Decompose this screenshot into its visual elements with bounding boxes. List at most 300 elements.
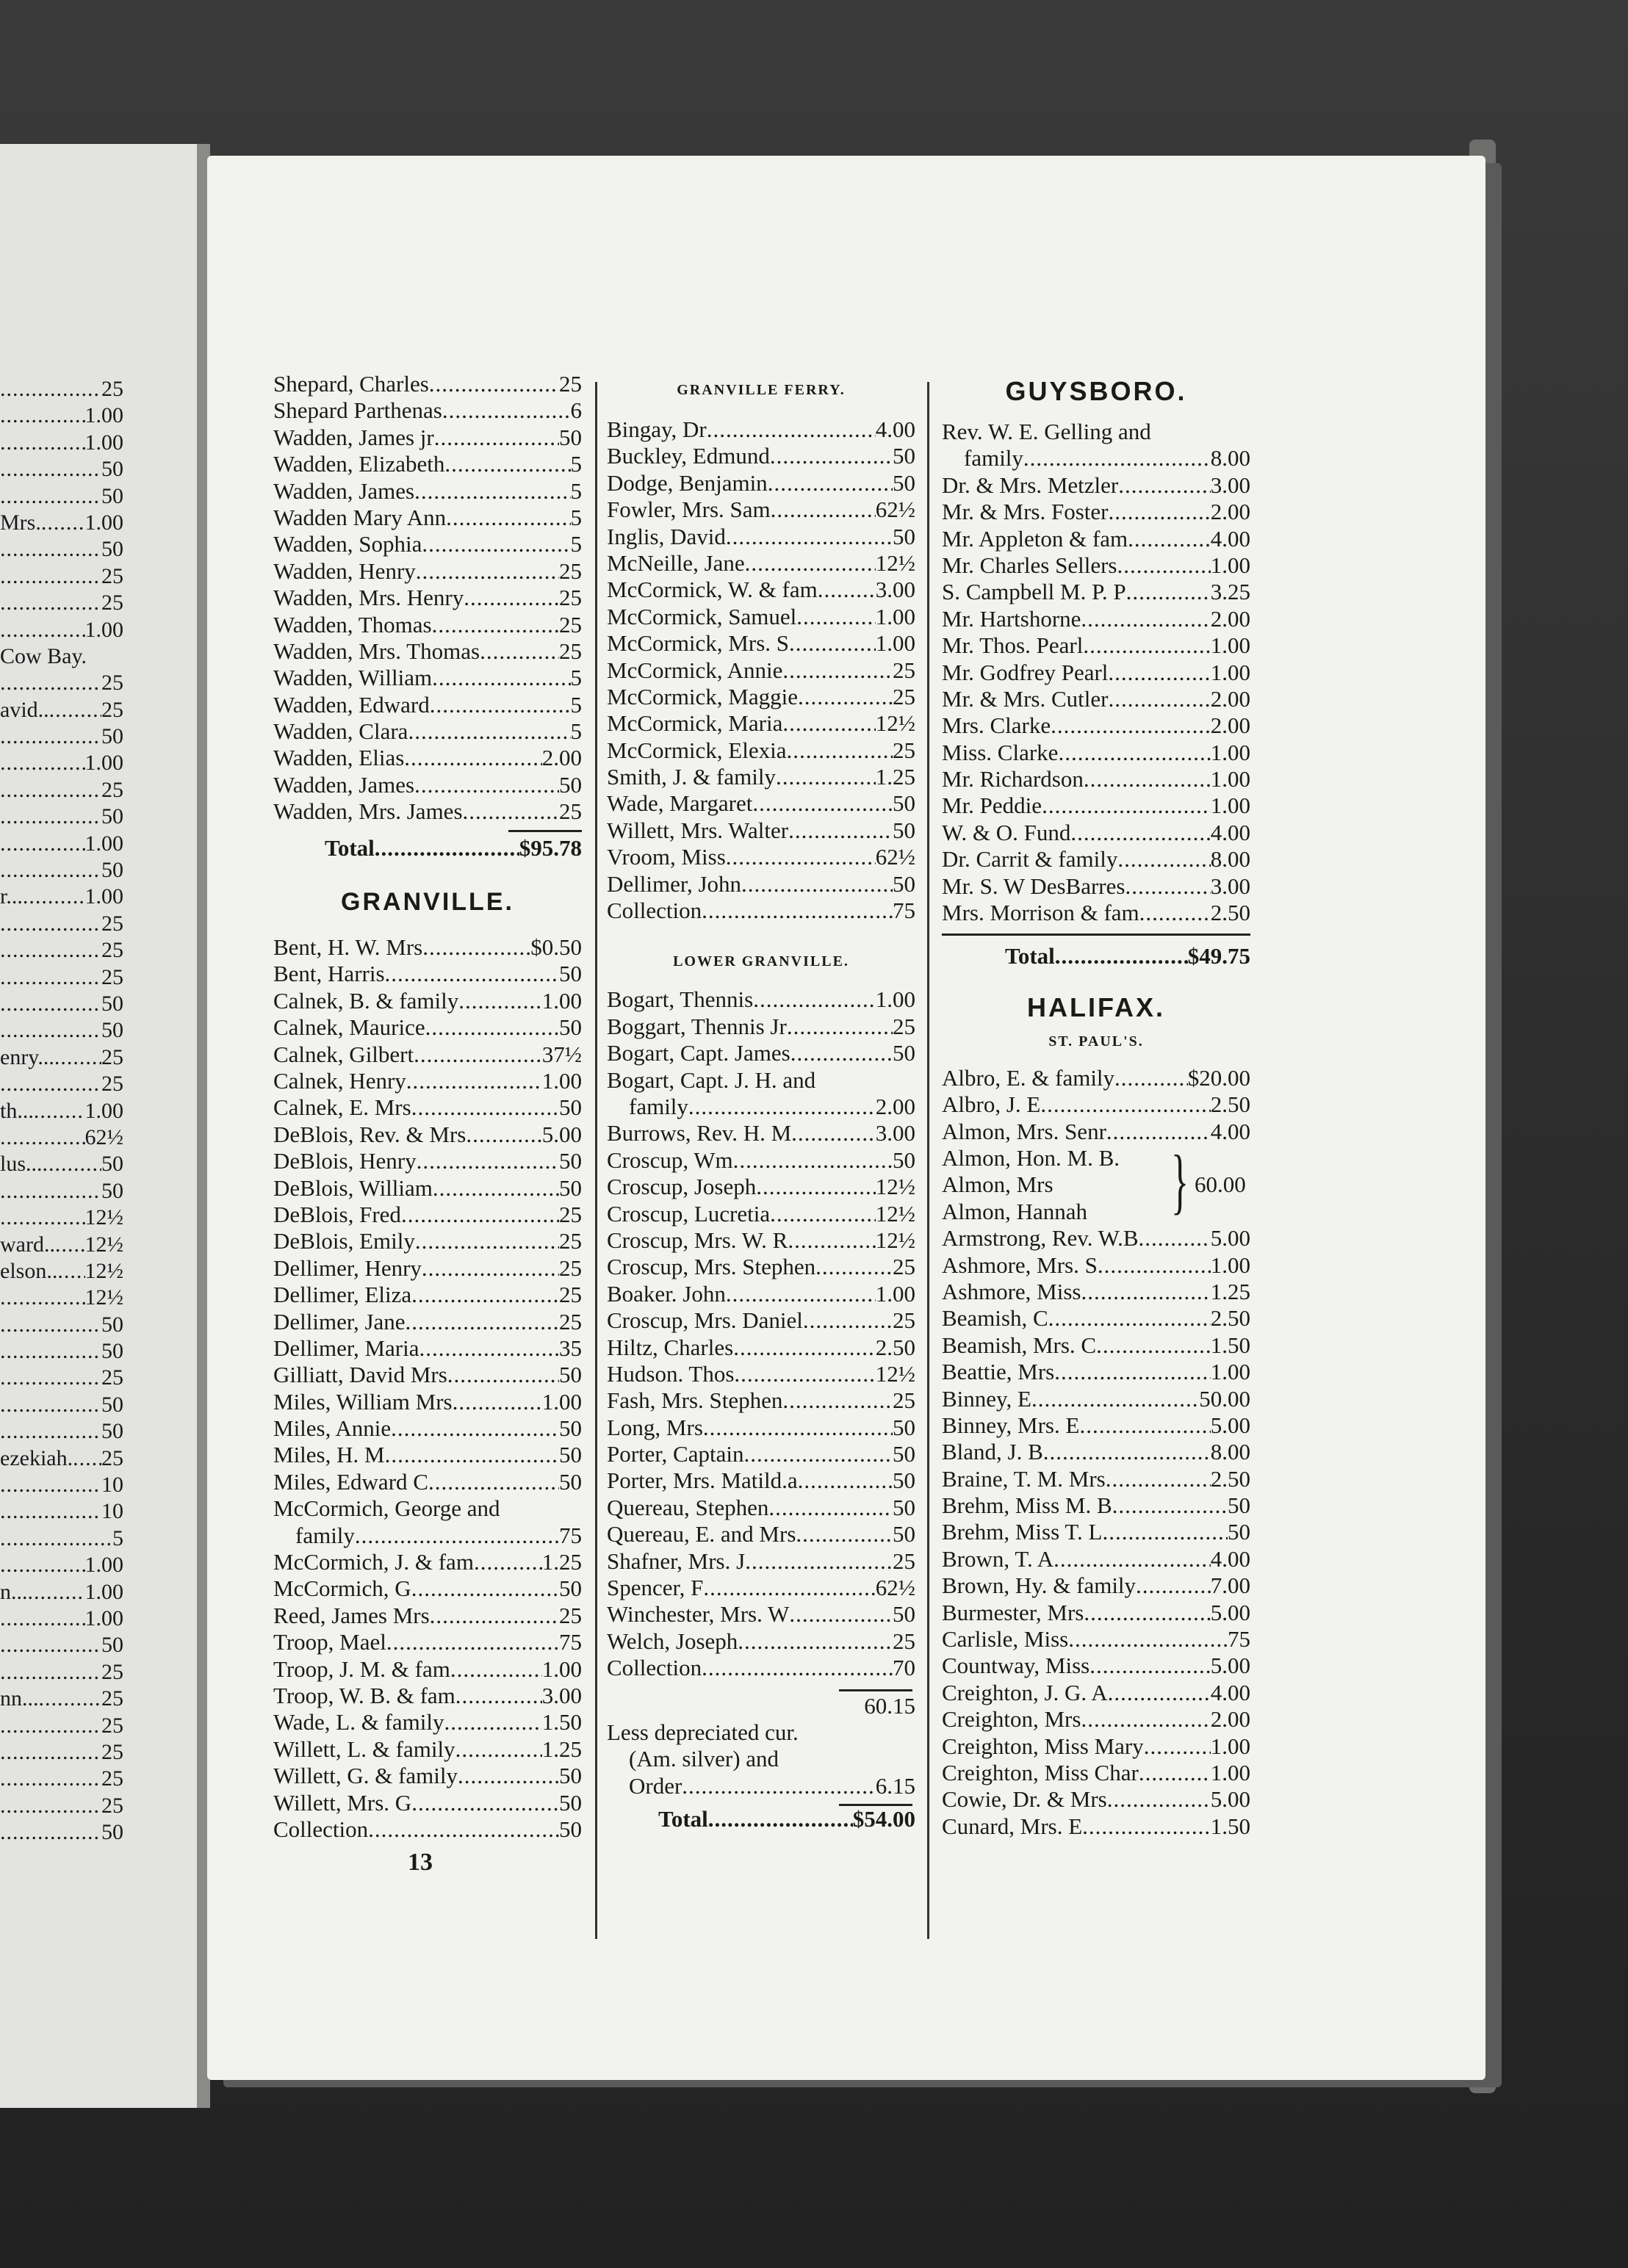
list-item (942, 445, 1250, 472)
entry-name: Wadden, James jr (273, 424, 434, 450)
list-item (607, 790, 915, 817)
entry-name: Ashmore, Miss (942, 1278, 1081, 1304)
entry-amount: 4.00 (875, 416, 915, 442)
entry-amount: 2.00 (541, 745, 582, 771)
entry-name: Dr. & Mrs. Metzler (942, 472, 1119, 498)
list-item (273, 1335, 582, 1362)
list-item (942, 606, 1250, 632)
entry-amount: 1.00 (875, 1280, 915, 1307)
entry-amount: 50 (1228, 1492, 1250, 1519)
list-item (942, 1546, 1250, 1572)
list-item: ..... 25 (0, 1793, 123, 1819)
entry-amount: 1.00 (541, 1388, 582, 1415)
list-item (942, 820, 1250, 846)
entry-name: Creighton, Miss Char (942, 1759, 1139, 1785)
entry-amount: 50 (893, 1521, 915, 1547)
entry-name: Binney, Mrs. E (942, 1412, 1080, 1438)
list-item (607, 1601, 915, 1628)
entry-name: Bingay, Dr (607, 416, 707, 442)
list-item: ..... 25 (0, 1659, 123, 1686)
list-item (273, 1309, 582, 1335)
entry-amount: 5.00 (1210, 1599, 1250, 1625)
list-item: ..... 25 (0, 1739, 123, 1766)
entry-name: Mrs. Morrison & fam (942, 900, 1139, 926)
entry-amount: 25 (559, 1254, 582, 1281)
entry-name: Croscup, Lucretia (607, 1200, 771, 1227)
list-item: ..... 50 (0, 1819, 123, 1846)
entry-amount: 50 (893, 1146, 915, 1173)
entry-amount: 5.00 (1210, 1786, 1250, 1813)
list-item (607, 710, 915, 737)
list-item (273, 1415, 582, 1442)
list-item (273, 1656, 582, 1683)
entry-name: Miles, H. M (273, 1442, 385, 1468)
entry-name: Dellimer, Henry (273, 1254, 422, 1281)
entry-amount: 2.50 (875, 1334, 915, 1360)
entry-amount: 50 (893, 1040, 915, 1066)
list-item: ..... 25 (0, 376, 123, 402)
list-item (942, 1680, 1250, 1706)
entry-name: Mr. S. W DesBarres (942, 873, 1125, 899)
entry-name: Inglis, David (607, 523, 726, 549)
list-item (607, 1174, 915, 1200)
list-item (607, 1254, 915, 1280)
list-item: ..... 1.00 (0, 750, 123, 776)
entry-amount: 2.50 (1210, 1305, 1250, 1332)
entry-amount: 12½ (875, 549, 915, 576)
entry-name: Croscup, Mrs. Stephen (607, 1254, 816, 1280)
entry-name: Calnek, E. Mrs (273, 1094, 411, 1121)
list-item (273, 692, 582, 718)
list-item: ..... 25 (0, 1365, 123, 1391)
section-title-halifax: HALIFAX. (1026, 992, 1165, 1022)
entry-name: Beamish, C (942, 1305, 1048, 1332)
entry-name: Wadden, Clara (273, 718, 408, 745)
list-item (273, 1389, 582, 1415)
list-item (607, 1014, 915, 1040)
entry-amount: 5 (570, 504, 582, 530)
entry-amount: 1.50 (1210, 1332, 1250, 1358)
entry-amount: 25 (559, 798, 582, 825)
list-item (942, 1813, 1250, 1840)
list-item (942, 1091, 1250, 1118)
list-item (607, 986, 915, 1013)
entry-amount: 37½ (541, 1041, 582, 1067)
list-item (273, 1362, 582, 1388)
entry-amount: 25 (893, 657, 915, 683)
entry-name: McCormick, Maggie (607, 683, 799, 709)
list-item (942, 1760, 1250, 1786)
entry-amount: 1.00 (875, 630, 915, 657)
list-item (942, 526, 1250, 552)
list-item (273, 1202, 582, 1228)
entry-name: Albro, E. & family (942, 1064, 1115, 1091)
entry-amount: 1.00 (541, 987, 582, 1014)
entry-name: Willett, Mrs. Walter (607, 817, 789, 843)
entry-name: DeBlois, Fred (273, 1201, 401, 1227)
entry-name: Beattie, Mrs (942, 1359, 1055, 1385)
list-item: ..... 50 (0, 723, 123, 750)
entry-name: Almon, Mrs. Senr (942, 1118, 1106, 1144)
entry-name: Quereau, E. and Mrs (607, 1521, 796, 1547)
column-2 (607, 382, 915, 1833)
list-item (942, 900, 1250, 926)
entry-name: Brown, T. A (942, 1545, 1054, 1572)
list-item (942, 1065, 1250, 1091)
list-item (607, 1495, 915, 1521)
entry-amount: 1.00 (1210, 1733, 1250, 1759)
list-item: ..... 1.00 (0, 1552, 123, 1578)
list-item (607, 1361, 915, 1387)
list-item (273, 1790, 582, 1816)
list-item (942, 1359, 1250, 1385)
list-item: ..... 50 (0, 1312, 123, 1338)
list-item (607, 1201, 915, 1227)
list-item: lus... ..... 50 (0, 1151, 123, 1177)
entry-name: Wadden, William (273, 665, 433, 691)
entry-name: McCormich, J. & fam (273, 1549, 474, 1575)
entry-name: Dellimer, John (607, 870, 742, 897)
list-item (273, 531, 582, 557)
entry-amount: 1.00 (875, 986, 915, 1013)
list-item (942, 1199, 1250, 1225)
list-item (273, 745, 582, 771)
list-item (607, 1387, 915, 1414)
list-item (942, 1412, 1250, 1439)
list-item (273, 718, 582, 745)
entry-amount: 3.25 (1210, 579, 1250, 605)
list-item: Mrs. ..... 1.00 (0, 510, 123, 536)
list-item (942, 1519, 1250, 1545)
entry-name: Almon, Hon. M. B. (942, 1144, 1120, 1171)
entry-name: Mr. Thos. Pearl (942, 632, 1084, 659)
list-item: ..... 50 (0, 1392, 123, 1418)
order-label: Order (629, 1772, 682, 1799)
entry-name: Burmester, Mrs (942, 1599, 1084, 1625)
list-item: ..... 1.00 (0, 831, 123, 857)
entry-name: Wadden, Elias (273, 745, 405, 771)
total-row (273, 835, 582, 862)
entry-name: S. Campbell M. P. P (942, 579, 1126, 605)
list-item (607, 1441, 915, 1467)
list-item (942, 579, 1250, 605)
entry-amount: 25 (893, 1387, 915, 1414)
list-item (273, 934, 582, 961)
entry-name: Wadden, Mrs. Henry (273, 585, 464, 611)
entry-amount: 1.00 (1210, 1359, 1250, 1385)
entry-amount: 50 (893, 469, 915, 496)
entry-amount: 5 (570, 718, 582, 745)
list-item (607, 871, 915, 898)
entry-name: Almon, Mrs (942, 1171, 1053, 1198)
total-label: Total (325, 834, 375, 861)
entry-amount: 4.00 (1210, 1545, 1250, 1572)
entry-name: Brehm, Miss M. B (942, 1492, 1112, 1519)
entry-amount: 1.25 (1210, 1278, 1250, 1304)
list-item (273, 1148, 582, 1174)
entry-amount: 2.50 (1210, 1091, 1250, 1118)
entry-amount: 25 (893, 1628, 915, 1654)
list-item (607, 524, 915, 550)
list-item: avid.. ..... 25 (0, 697, 123, 723)
entry-name: Armstrong, Rev. W.B (942, 1225, 1139, 1252)
list-item: ..... 5 (0, 1525, 123, 1552)
list-item (942, 1600, 1250, 1626)
entry-name: Mr. Peddie (942, 792, 1042, 819)
entry-name: W. & O. Fund (942, 819, 1071, 845)
list-item: ..... 1.00 (0, 430, 123, 456)
entry-name: Ashmore, Mrs. S (942, 1252, 1098, 1278)
entry-name: DeBlois, William (273, 1174, 433, 1201)
entry-name: Bent, Harris (273, 961, 385, 987)
entry-amount: 25 (559, 585, 582, 611)
entry-amount: 3.00 (1210, 472, 1250, 498)
list-item: nn... ..... 25 (0, 1686, 123, 1712)
entry-name: Troop, W. B. & fam (273, 1682, 455, 1708)
list-item (273, 1255, 582, 1282)
entry-amount: 25 (559, 1201, 582, 1227)
list-item: ..... 25 (0, 777, 123, 803)
list-item: ..... 50 (0, 991, 123, 1017)
entry-amount: 8.00 (1210, 1439, 1250, 1465)
entry-name: Creighton, Mrs (942, 1706, 1081, 1733)
list-item (607, 737, 915, 764)
less-line: Less depreciated cur. (607, 1719, 799, 1745)
entry-name: Calnek, Gilbert (273, 1041, 414, 1067)
entry-name: Porter, Captain (607, 1441, 744, 1467)
entry-amount: 25 (559, 611, 582, 638)
entry-name: Welch, Joseph (607, 1628, 738, 1654)
entry-name: Shafner, Mrs. J (607, 1547, 746, 1574)
entry-name: Mrs. Clarke (942, 712, 1051, 739)
entry-name: DeBlois, Henry (273, 1148, 417, 1174)
entry-amount: 50 (559, 424, 582, 450)
entry-amount: 2.00 (1210, 712, 1250, 739)
entry-name: Boggart, Thennis Jr (607, 1013, 787, 1039)
list-item: ..... 12½ (0, 1285, 123, 1311)
entry-name: Collection (607, 898, 702, 924)
list-item (273, 1014, 582, 1041)
entry-amount: 50 (893, 1441, 915, 1467)
entry-name: Wadden, Mrs. Thomas (273, 638, 480, 664)
column-1 (273, 371, 582, 1877)
entry-amount: 75 (559, 1522, 582, 1548)
entry-amount: 8.00 (1210, 445, 1250, 472)
entry-name: Mr. & Mrs. Foster (942, 499, 1109, 525)
subtotal-row (607, 1693, 915, 1719)
list-item: ..... 25 (0, 964, 123, 991)
entry-amount: 62½ (875, 1575, 915, 1601)
list-item: th... ..... 1.00 (0, 1098, 123, 1124)
list-item (607, 1335, 915, 1361)
entry-amount: 6 (570, 397, 582, 424)
list-item (607, 604, 915, 630)
list-item (607, 496, 915, 523)
list-item: n... ..... 1.00 (0, 1579, 123, 1606)
entry-name: Porter, Mrs. Matild.a (607, 1467, 798, 1494)
list-item (273, 1094, 582, 1121)
list-item: ..... 10 (0, 1472, 123, 1498)
list-item (942, 1572, 1250, 1599)
list-item (273, 1575, 582, 1602)
list-item: ..... 12½ (0, 1205, 123, 1231)
entry-amount: 2.00 (1210, 605, 1250, 632)
list-item (942, 1279, 1250, 1305)
entry-amount: 3.00 (541, 1682, 582, 1708)
entry-amount: 5.00 (1210, 1412, 1250, 1438)
list-item: enry... ..... 25 (0, 1044, 123, 1071)
list-item (607, 1655, 915, 1681)
entry-name: Winchester, Mrs. W (607, 1601, 790, 1628)
list-item (607, 1281, 915, 1307)
entry-amount: 25 (893, 1307, 915, 1334)
list-item (273, 371, 582, 397)
entry-name: Buckley, Edmund (607, 443, 770, 469)
list-item (942, 1706, 1250, 1733)
entry-name: Wadden, Thomas (273, 611, 432, 638)
entry-amount: 50 (559, 1763, 582, 1789)
list-item (273, 1709, 582, 1736)
entry-name: Wadden, Edward (273, 691, 430, 718)
entry-name: Creighton, Miss Mary (942, 1733, 1144, 1759)
entry-amount: 50 (559, 771, 582, 798)
entry-amount: 35 (559, 1335, 582, 1361)
entry-amount: 50 (893, 1467, 915, 1494)
entry-amount: 4.00 (1210, 525, 1250, 552)
list-item (942, 1386, 1250, 1412)
entry-amount: 70 (893, 1655, 915, 1681)
entry-name: Beamish, Mrs. C (942, 1332, 1097, 1358)
entry-name: Mr. Richardson (942, 766, 1084, 792)
entry-name: Smith, J. & family (607, 764, 776, 790)
entry-amount: 50 (893, 1601, 915, 1628)
list-item: ..... 25 (0, 1713, 123, 1739)
entry-amount: 50 (893, 1414, 915, 1440)
list-item (607, 764, 915, 790)
entry-name: McCormick, Annie (607, 657, 783, 683)
list-item (942, 1119, 1250, 1145)
section-title-lower-granville: LOWER GRANVILLE. (673, 953, 849, 970)
entry-name: Mr. Hartshorne (942, 605, 1081, 632)
entry-name: Croscup, Wm (607, 1146, 733, 1173)
list-item: ..... 1.00 (0, 617, 123, 643)
entry-amount: 62½ (875, 844, 915, 870)
list-item: ..... 25 (0, 911, 123, 937)
entry-amount: 50 (559, 1816, 582, 1842)
entry-name: Miss. Clarke (942, 739, 1059, 765)
entry-amount: $20.00 (1187, 1064, 1250, 1091)
entry-name: Brown, Hy. & family (942, 1572, 1137, 1599)
column-3 (942, 376, 1250, 1840)
list-item (607, 1467, 915, 1494)
entry-amount: 50 (559, 1174, 582, 1201)
list-item (607, 1521, 915, 1547)
entry-amount: 50 (559, 1575, 582, 1602)
list-item (273, 1549, 582, 1575)
entry-amount: 50 (559, 961, 582, 987)
list-item (273, 478, 582, 505)
list-item: ..... 10 (0, 1498, 123, 1525)
entry-amount: 25 (559, 1602, 582, 1628)
list-item (942, 1653, 1250, 1679)
left-page-fragment (0, 376, 123, 1846)
entry-name: Bogart, Thennis (607, 986, 754, 1013)
list-item (942, 792, 1250, 819)
entry-name: DeBlois, Emily (273, 1228, 415, 1254)
list-item: ..... 25 (0, 1766, 123, 1792)
entry-name: McCormick, Maria (607, 710, 783, 737)
list-item (942, 660, 1250, 686)
entry-amount: 4.00 (1210, 819, 1250, 845)
list-item (942, 873, 1250, 900)
entry-name: Countway, Miss (942, 1653, 1090, 1679)
list-item (273, 798, 582, 825)
less-line: (Am. silver) and (629, 1746, 779, 1772)
entry-name: Dellimer, Eliza (273, 1282, 412, 1308)
list-item (942, 1145, 1250, 1171)
entry-amount: 3.00 (875, 577, 915, 603)
list-item (273, 1763, 582, 1789)
entry-amount: 50 (893, 790, 915, 817)
order-amount: 6.15 (875, 1772, 915, 1799)
entry-name: family (629, 1093, 688, 1119)
list-item (607, 443, 915, 469)
list-item (607, 470, 915, 496)
total-label: Total (658, 1806, 708, 1832)
entry-name: Bogart, Capt. J. H. and (607, 1066, 816, 1093)
list-item (273, 1523, 582, 1549)
entry-amount: 25 (893, 1013, 915, 1039)
entry-name: Dellimer, Jane (273, 1308, 406, 1335)
entry-amount: 1.00 (1210, 766, 1250, 792)
entry-name: Bogart, Capt. James (607, 1040, 790, 1066)
entry-amount: 2.00 (1210, 685, 1250, 712)
entry-name: Cowie, Dr. & Mrs (942, 1786, 1107, 1813)
entry-amount: 2.00 (1210, 1706, 1250, 1733)
entry-name: Rev. W. E. Gelling and (942, 419, 1151, 444)
list-item: ..... 25 (0, 590, 123, 616)
entry-amount: 50 (559, 1094, 582, 1121)
entry-name: Wadden, Henry (273, 557, 416, 584)
brace-icon: } (1171, 1140, 1189, 1221)
list-item (273, 397, 582, 424)
total-label: Total (1005, 943, 1055, 969)
entry-amount: 25 (893, 1547, 915, 1574)
entry-amount: 8.00 (1210, 846, 1250, 873)
entry-name: Shepard Parthenas (273, 397, 442, 424)
entry-name: Hiltz, Charles (607, 1334, 734, 1360)
list-item: ..... 50 (0, 1178, 123, 1205)
entry-amount: 25 (559, 1282, 582, 1308)
entry-name: Carlisle, Miss (942, 1626, 1069, 1653)
list-item (273, 1068, 582, 1094)
entry-name: Willett, Mrs. G (273, 1789, 412, 1816)
list-item: ..... 50 (0, 1338, 123, 1365)
list-item (942, 1492, 1250, 1519)
entry-amount: $0.50 (530, 934, 582, 961)
list-item (942, 1252, 1250, 1279)
entry-name: Shepard, Charles (273, 371, 429, 397)
entry-name: Fash, Mrs. Stephen (607, 1387, 783, 1414)
entry-amount: 5 (570, 477, 582, 504)
entry-name: McCormich, G (273, 1575, 411, 1602)
entry-name: DeBlois, Rev. & Mrs (273, 1121, 467, 1147)
entry-amount: 50 (559, 1362, 582, 1388)
entry-amount: 5.00 (1210, 1225, 1250, 1252)
section-title-guysboro: GUYSBORO. (1005, 376, 1187, 406)
entry-name: McCormick, W. & fam (607, 577, 818, 603)
entry-amount: 50 (559, 1442, 582, 1468)
